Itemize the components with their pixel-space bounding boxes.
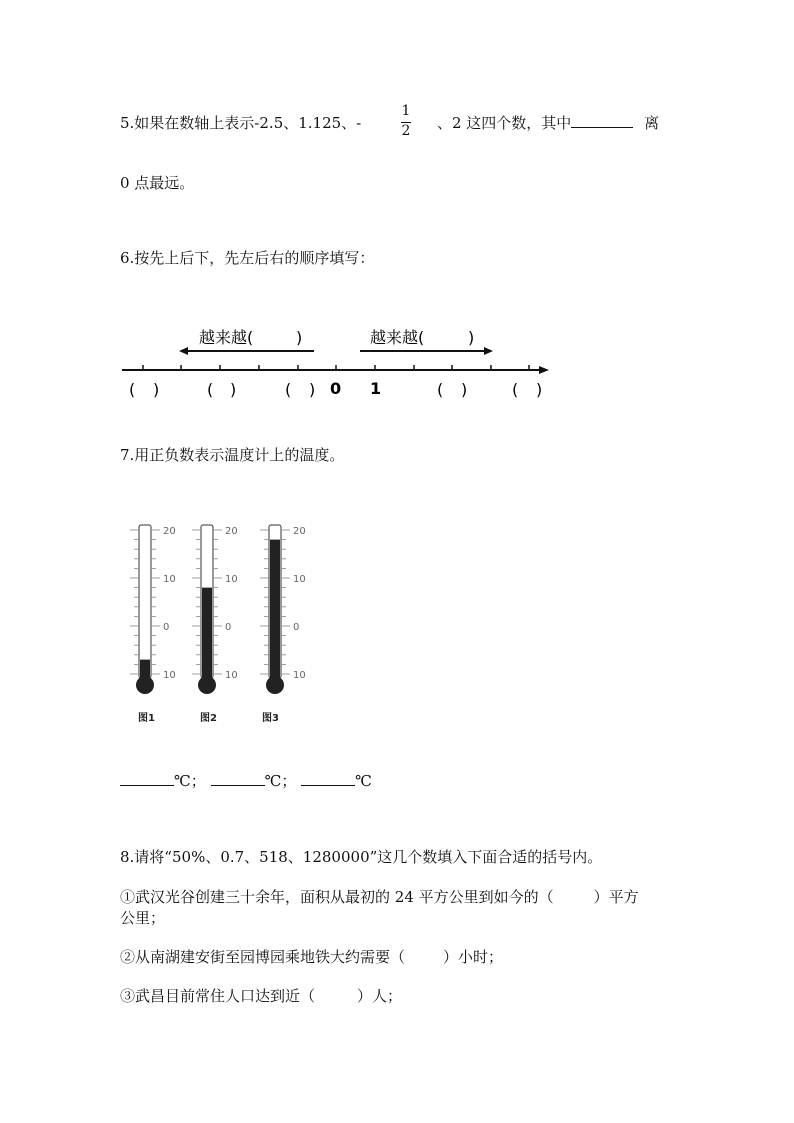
q6-tick-label: ) bbox=[536, 380, 543, 399]
q8-item1-text-a: ①武汉光谷创建三十余年，面积从最初的 24 平方公里到如今的（ bbox=[120, 888, 554, 906]
q6-tick-label: ) bbox=[153, 380, 160, 399]
q7-sep: ； bbox=[190, 772, 206, 790]
q6-axis-arrow bbox=[539, 366, 549, 374]
q8-item2-text-a: ②从南湖建安街至园博园乘地铁大约需要（ bbox=[120, 948, 406, 966]
q8-item1-line2: 公里； bbox=[120, 909, 166, 927]
q8-item2 bbox=[120, 946, 503, 967]
q7-unit: ℃ bbox=[264, 772, 282, 790]
q7-answer-blank-2[interactable] bbox=[211, 771, 265, 786]
thermometer-caption: 图2 bbox=[200, 713, 217, 724]
thermometer-scale-label: 10 bbox=[293, 574, 306, 585]
q7-unit: ℃ bbox=[355, 772, 372, 790]
q6-left-arrow-head bbox=[179, 347, 188, 355]
q6-right-label-close: ) bbox=[468, 328, 475, 347]
thermometer-scale-label: 20 bbox=[293, 526, 306, 537]
q7-title: 7.用正负数表示温度计上的温度。 bbox=[120, 446, 345, 464]
q6-left-label-close: ) bbox=[296, 328, 303, 347]
q7-sep: ； bbox=[281, 772, 297, 790]
q8-item3 bbox=[120, 985, 402, 1006]
q6-tick-label: ( bbox=[512, 380, 519, 399]
q5-text-part2: 、2 这四个数，其中 bbox=[437, 114, 572, 132]
q6-tick-label: ( bbox=[129, 380, 136, 399]
thermometer-scale-label: 10 bbox=[225, 574, 238, 585]
thermometer-scale-label: 0 bbox=[225, 622, 232, 633]
q7-answer-line bbox=[120, 770, 372, 791]
q8-item1-line1 bbox=[120, 886, 639, 907]
q6-tick-label: ) bbox=[309, 380, 316, 399]
thermometer-scale-label: 0 bbox=[293, 622, 300, 633]
q6-tick-label: ( bbox=[437, 380, 444, 399]
q8-title: 8.请将“50%、0.7、518、1280000”这几个数填入下面合适的括号内。 bbox=[120, 848, 603, 866]
q6-tick-label: ( bbox=[207, 380, 214, 399]
q8-item1-text-b: ）平方 bbox=[593, 888, 639, 906]
q6-tick-zero: 0 bbox=[330, 379, 342, 398]
thermometer-scale-label: 10 bbox=[163, 670, 176, 681]
thermometer-scale-label: 20 bbox=[225, 526, 238, 537]
q6-right-arrow-head bbox=[484, 347, 493, 355]
q7-unit: ℃ bbox=[174, 772, 191, 790]
q6-right-label: 越来越( bbox=[370, 328, 425, 347]
q8-item3-text-b: ）人； bbox=[357, 987, 403, 1005]
thermometer-scale-label: 0 bbox=[163, 622, 170, 633]
q6-tick-label: ) bbox=[230, 380, 237, 399]
q6-tick-label: ( bbox=[285, 380, 292, 399]
q8-item3-text-a: ③武昌目前常住人口达到近（ bbox=[120, 987, 316, 1005]
q6-title: 6.按先上后下，先左后右的顺序填写： bbox=[120, 249, 375, 267]
thermometer-caption: 图1 bbox=[138, 713, 155, 724]
thermometer-caption: 图3 bbox=[262, 713, 279, 724]
q8-item2-text-b: ）小时； bbox=[443, 948, 504, 966]
q5-fraction-numerator: 1 bbox=[401, 103, 411, 119]
q5-fraction-denominator: 2 bbox=[401, 123, 411, 139]
thermometer-scale-label: 10 bbox=[163, 574, 176, 585]
thermometer-scale-label: 20 bbox=[163, 526, 176, 537]
q5-text-part3: 离 bbox=[644, 114, 660, 132]
q7-answer-blank-1[interactable] bbox=[120, 771, 174, 786]
q5-line2: 0 点最远。 bbox=[120, 174, 195, 192]
q6-tick-one: 1 bbox=[370, 379, 382, 398]
thermometer-scale-label: 10 bbox=[293, 670, 306, 681]
thermometer-scale-label: 10 bbox=[225, 670, 238, 681]
q5-text-part1: 5.如果在数轴上表示-2.5、1.125、- bbox=[120, 114, 362, 132]
q7-answer-blank-3[interactable] bbox=[301, 771, 355, 786]
q6-left-label: 越来越( bbox=[199, 328, 254, 347]
q6-tick-label: ) bbox=[461, 380, 468, 399]
